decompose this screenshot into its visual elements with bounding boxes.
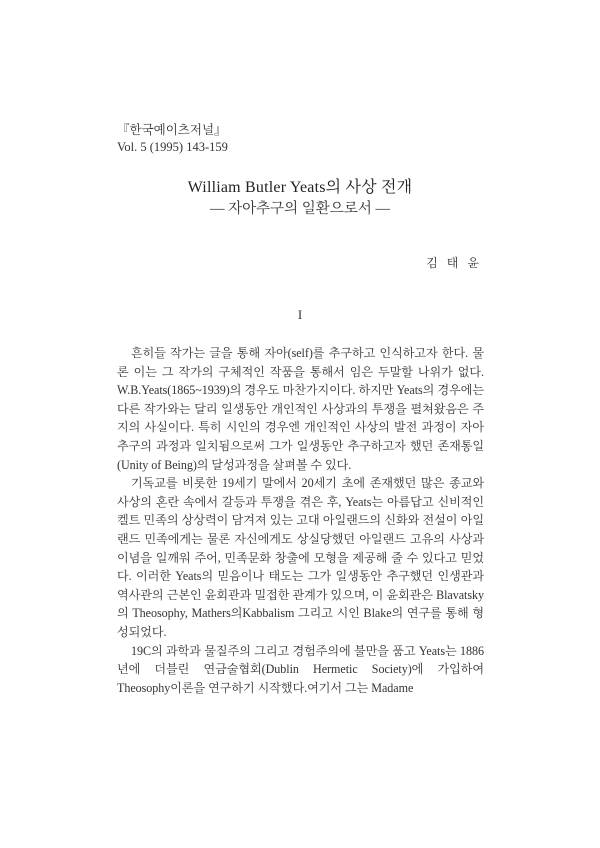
article-subtitle: — 자아추구의 일환으로서 — bbox=[210, 201, 390, 217]
article-body bbox=[117, 344, 484, 697]
article-title-block bbox=[100, 178, 500, 219]
section-heading: I bbox=[297, 307, 303, 322]
article-title: William Butler Yeats의 사상 전개 bbox=[187, 179, 413, 196]
body-paragraph-1: 흔히들 작가는 글을 통해 자아(self)를 추구하고 인식하고자 한다. 물론 이는 그 작가의 구체적인 작품을 통해서 임은 두말할 나위가 없다. W.B.Yeats(1865~1939)의 경우도 마찬가지이다. 하지만 Yeats의 경우에는 다른 작가와는 달리 일생동안 개인적인 사상과의 투쟁을 펼쳐왔음은 주지의 사실이다. 특히 시인의 경우엔 개인적인 사상의 발전 과정이 자아추구의 과정과 일치됨으로써 그가 일생동안 추구하고자 했던 존재통일(Unity of Being)의 달성과정을 살펴볼 수 있다. bbox=[117, 346, 484, 472]
journal-header bbox=[117, 122, 228, 156]
journal-volume: Vol. 5 (1995) 143-159 bbox=[117, 140, 228, 154]
body-paragraph-2: 기독교를 비롯한 19세기 말에서 20세기 초에 존재했던 많은 종교와 사상의 혼란 속에서 갈등과 투쟁을 겪은 후, Yeats는 아름답고 신비적인 켈트 민족의 상상력이 담겨져 있는 고대 아일랜드의 신화와 전설이 아일랜드 민족에게는 물론 자신에게도 상실당했던 아일랜드 고유의 사상과 이념을 일깨워 주어, 민족문화 창출에 모형을 제공해 줄 수 있다고 믿었다. 이러한 Yeats의 믿음이나 태도는 그가 일생동안 추구했던 인생관과 역사관의 근본인 윤회관과 밀접한 관계가 있으며, 이 윤회관은 Blavatsky의 Theosophy, Mathers의Kabbalism 그리고 시인 Blake의 연구를 통해 형성되었다. bbox=[117, 476, 484, 639]
journal-name: 『한국예이츠저널』 bbox=[117, 123, 227, 137]
article-author: 김 태 윤 bbox=[426, 256, 482, 270]
body-paragraph-3: 19C의 과학과 물질주의 그리고 경험주의에 불만을 품고 Yeats는 1886년에 더블린 연금술협회(Dublin Hermetic Society)에 가입하여 Theosophy이론을 연구하기 시작했다.여기서 그는 Madame bbox=[117, 643, 484, 695]
